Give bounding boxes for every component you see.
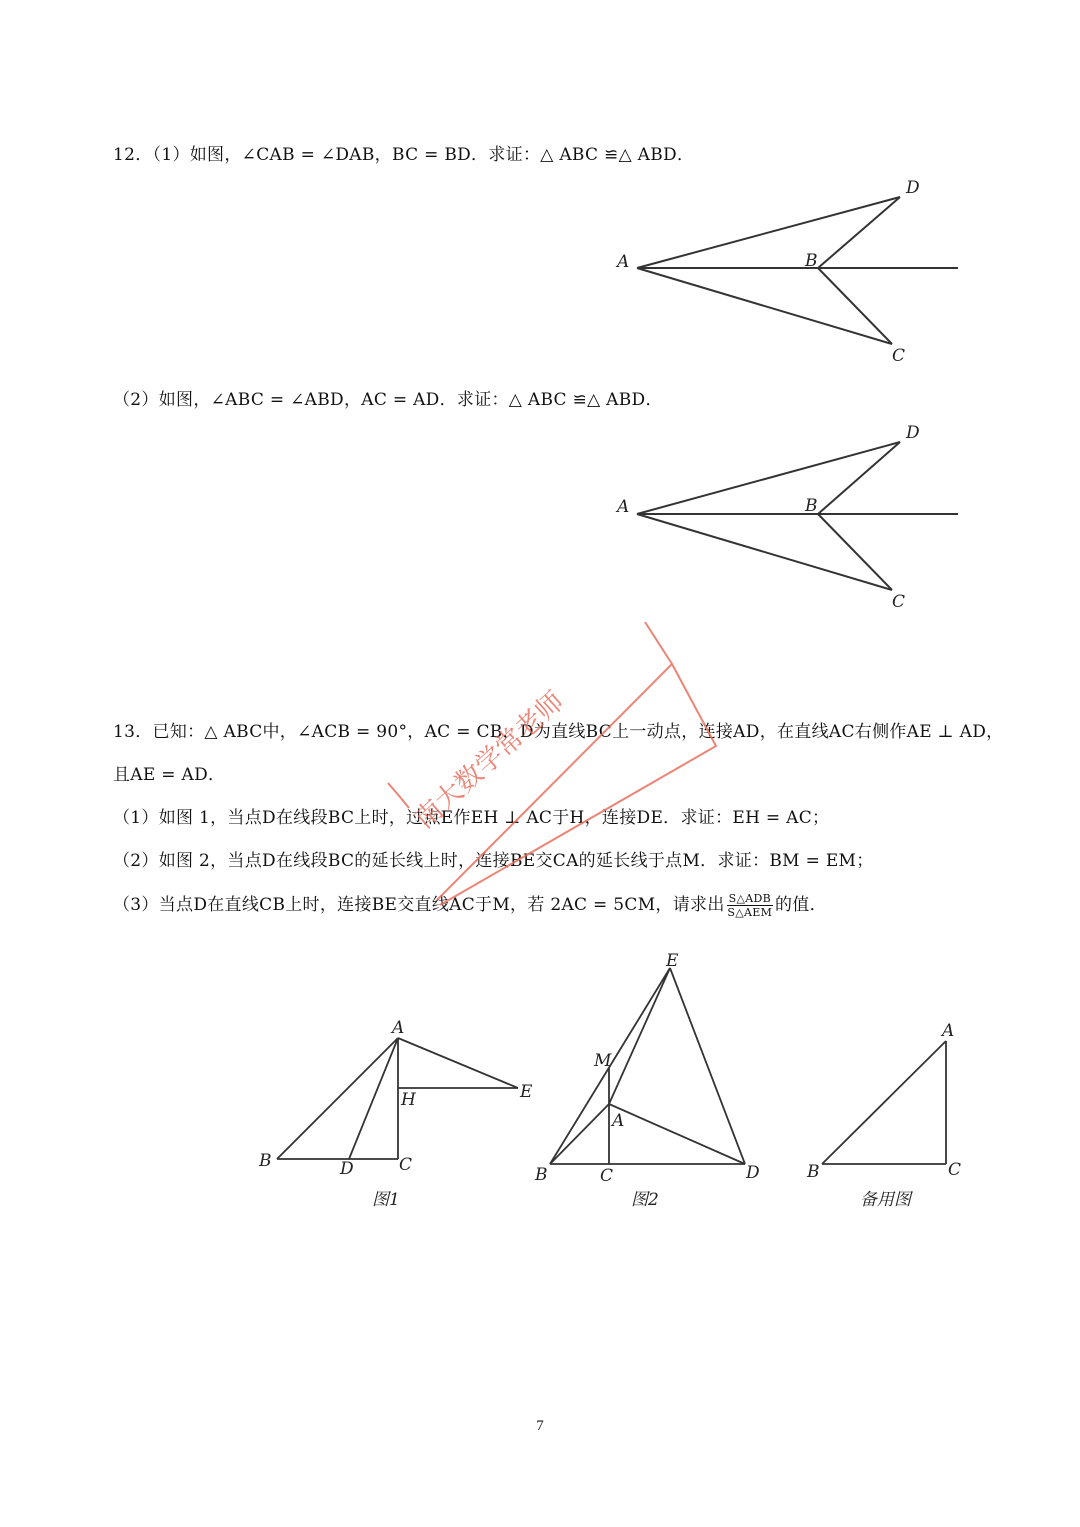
fig1-caption: 图1 — [372, 1190, 400, 1210]
fig2-label-e: E — [666, 951, 679, 971]
fig1-label-a: A — [392, 1018, 405, 1038]
fig2-caption: 图2 — [631, 1190, 659, 1210]
fig2-label-a: A — [612, 1111, 625, 1131]
fig2-label-m: M — [594, 1051, 612, 1071]
q12f1-label-b: B — [805, 251, 818, 271]
fig2-label-d: D — [746, 1163, 760, 1183]
fig1-label-b: B — [259, 1151, 272, 1171]
q12f2-label-c: C — [892, 592, 906, 612]
fraction-denominator: S△AEM — [727, 906, 773, 919]
fig3-label-b: B — [807, 1162, 820, 1182]
fig2-drawing — [550, 968, 745, 1164]
q12f1-label-d: D — [906, 178, 920, 198]
fig3-label-a: A — [942, 1021, 955, 1041]
page-number: 7 — [536, 1418, 544, 1434]
q12f2-label-d: D — [906, 423, 920, 443]
fig3-label-c: C — [948, 1160, 962, 1180]
fig1-label-h: H — [401, 1090, 416, 1110]
q12-part2-text: （2）如图，∠ABC = ∠ABD，AC = AD．求证：△ ABC ≌△ ABD． — [113, 390, 663, 410]
q12f1-label-a: A — [617, 252, 630, 272]
q12f2-label-b: B — [805, 496, 818, 516]
fig2-label-b: B — [535, 1165, 548, 1185]
fig1-label-c: C — [399, 1155, 413, 1175]
fig1-drawing — [277, 1038, 518, 1159]
q12f2-label-a: A — [617, 497, 630, 517]
fig1-label-e: E — [520, 1082, 533, 1102]
q13-stem-line1: 13．已知：△ ABC中，∠ACB = 90°，AC = CB，D为直线BC上一动点，连接AD，在直线AC右侧作AE ⊥ AD， — [113, 722, 1004, 742]
watermark-text: 南大数学常老师 — [408, 685, 571, 836]
q13-part2-text: （2）如图 2，当点D在线段BC的延长线上时，连接BE交CA的延长线于点M．求证：BM = EM； — [113, 851, 874, 871]
q13-part3-before: （3）当点D在直线CB上时，连接BE交直线AC于M，若 2AC = 5CM，请求出 — [113, 895, 725, 915]
q13-part3-after: 的值． — [774, 895, 827, 915]
fig3-caption: 备用图 — [860, 1190, 911, 1210]
q12f1-label-c: C — [892, 346, 906, 366]
q13-part1-text: （1）如图 1，当点D在线段BC上时，过点E作EH ⊥ AC于H，连接DE．求证：EH = AC； — [113, 808, 830, 828]
fraction-numerator: S△ADB — [728, 892, 771, 905]
q13-stem-line2: 且AE = AD． — [113, 765, 226, 785]
fig2-label-c: C — [600, 1166, 614, 1186]
q12-part1-text: 12．（1）如图，∠CAB = ∠DAB，BC = BD．求证：△ ABC ≌△ ABD． — [113, 145, 695, 165]
fig3-drawing — [822, 1041, 946, 1164]
fig1-label-d: D — [340, 1159, 354, 1179]
